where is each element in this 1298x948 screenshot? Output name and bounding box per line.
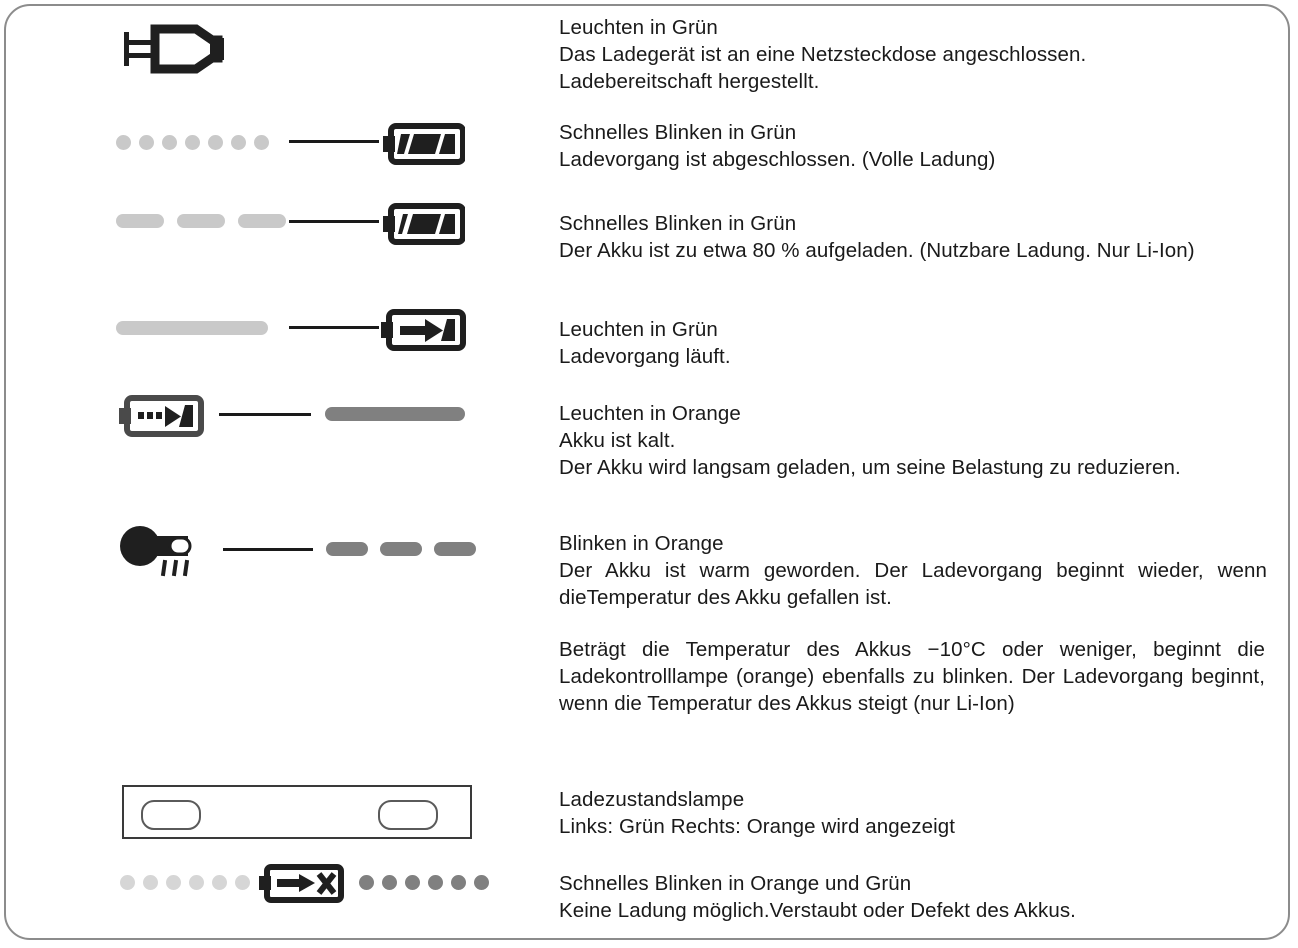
row-lamp-heading: Ladezustandslampe [559, 788, 745, 811]
lamp-dot [139, 135, 154, 150]
row-plug-text [559, 14, 1271, 95]
row-error-text [559, 870, 1271, 924]
lamp-dot [474, 875, 489, 890]
lamp-dash [380, 542, 422, 556]
charge-status-lamp-icon [122, 785, 472, 839]
lamp-dash [434, 542, 476, 556]
lamp-pattern-blink-orange-dashes [326, 542, 476, 556]
lamp-pattern-solid-orange-bar [325, 407, 465, 421]
lamp-bulb-right [378, 800, 438, 830]
row-charging-line-1: Ladevorgang läuft. [559, 345, 731, 368]
row-plug-line-2: Ladebereitschaft hergestellt. [559, 70, 820, 93]
row-warm-text [559, 530, 1273, 611]
lamp-pattern-fast-blink-green-dots-left [120, 875, 258, 890]
lamp-dot [143, 875, 158, 890]
row-cold-line-2: Der Akku wird langsam geladen, um seine Belastung zu reduzieren. [559, 456, 1181, 479]
row-80-text [559, 210, 1267, 264]
lamp-bulb-left [141, 800, 201, 830]
lamp-dot [235, 875, 250, 890]
lamp-dot [166, 875, 181, 890]
row-80-heading: Schnelles Blinken in Grün [559, 212, 797, 235]
row-error-heading: Schnelles Blinken in Orange und Grün [559, 872, 912, 895]
battery-error-icon [259, 864, 345, 904]
lamp-dot [451, 875, 466, 890]
row-cold-heading: Leuchten in Orange [559, 402, 741, 425]
row-plug-heading: Leuchten in Grün [559, 16, 718, 39]
lamp-pattern-solid-green-bar [116, 321, 268, 335]
leader-line [289, 140, 379, 143]
row-charging-text [559, 316, 1271, 370]
lamp-dot [382, 875, 397, 890]
lamp-pattern-blink-green-dashes [116, 214, 286, 228]
row-full-heading: Schnelles Blinken in Grün [559, 121, 797, 144]
leader-line [289, 326, 379, 329]
battery-charging-icon [381, 308, 467, 352]
status-table-frame [4, 4, 1290, 940]
lamp-solid-bar [116, 321, 268, 335]
leader-line [223, 548, 313, 551]
row-warm-heading: Blinken in Orange [559, 532, 724, 555]
row-lowtemp-note-text [559, 636, 1271, 717]
lamp-dot [254, 135, 269, 150]
row-cold-line-1: Akku ist kalt. [559, 429, 676, 452]
lamp-solid-bar [325, 407, 465, 421]
lamp-dot [405, 875, 420, 890]
leader-line [219, 413, 311, 416]
row-lamp-text [559, 786, 1271, 840]
row-80-line-1: Der Akku ist zu etwa 80 % aufgeladen. (Nutzbare Ladung. Nur Li-Ion) [559, 239, 1195, 262]
lamp-dot [185, 135, 200, 150]
lamp-dot [162, 135, 177, 150]
battery-slow-charge-icon [119, 394, 205, 438]
lamp-pattern-fast-blink-green-dots [116, 135, 277, 150]
lamp-dot [120, 875, 135, 890]
lamp-dot [231, 135, 246, 150]
leader-line [289, 220, 379, 223]
thermometer-icon [120, 524, 210, 580]
row-lamp-line-1: Links: Grün Rechts: Orange wird angezeigt [559, 815, 956, 838]
lamp-dash [177, 214, 225, 228]
row-cold-text [559, 400, 1271, 481]
row-plug-line-1: Das Ladegerät ist an eine Netzsteckdose angeschlossen. [559, 43, 1087, 66]
battery-80-icon [383, 202, 465, 246]
row-charging-heading: Leuchten in Grün [559, 318, 718, 341]
lamp-dash [116, 214, 164, 228]
lamp-dot [189, 875, 204, 890]
ac-plug-icon [124, 20, 228, 78]
row-full-text [559, 119, 1271, 173]
battery-full-icon [383, 122, 465, 166]
row-full-line-1: Ladevorgang ist abgeschlossen. (Volle Ladung) [559, 148, 996, 171]
lamp-dash [238, 214, 286, 228]
lamp-dot [428, 875, 443, 890]
lamp-dot [212, 875, 227, 890]
lamp-pattern-fast-blink-orange-dots-right [359, 875, 497, 890]
lamp-dot [359, 875, 374, 890]
row-error-line-1: Keine Ladung möglich.Verstaubt oder Defekt des Akkus. [559, 899, 1076, 922]
row-warm-line-1: Der Akku ist warm geworden. Der Ladevorgang beginnt wieder, wenn dieTemperatur des Akku gefallen ist. [559, 559, 1273, 609]
lamp-dash [326, 542, 368, 556]
lamp-dot [116, 135, 131, 150]
lamp-dot [208, 135, 223, 150]
row-lowtemp-note-line-1: Beträgt die Temperatur des Akkus −10°C oder weniger, beginnt die Ladekontrolllampe (orange) ebenfalls zu blinken. Der Ladevorgang beginnt, wenn die Temperatur des Akkus steigt (nur Li-Ion) [559, 638, 1271, 715]
